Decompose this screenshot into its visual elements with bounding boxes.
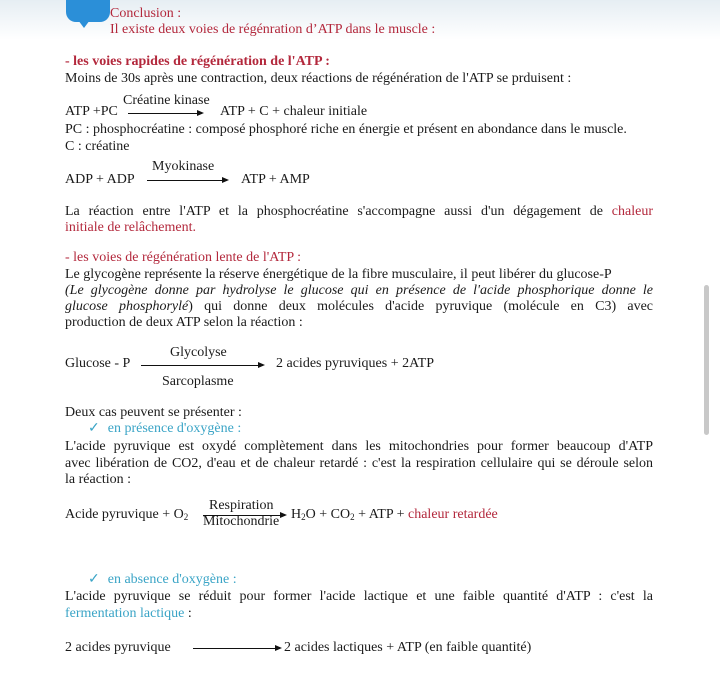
- r1-right: ATP + C + chaleur initiale: [220, 104, 368, 119]
- r3-arrow: [141, 365, 263, 366]
- slow-line3: glucose phosphorylé) qui donne deux molécules d'acide pyruvique (molécule en C3) avec: [65, 299, 653, 314]
- note-line2: initiale de relâchement.: [65, 220, 196, 235]
- slow-heading: - les voies de régénération lente de l'ATP :: [65, 250, 302, 265]
- c-definition: C : créatine: [65, 139, 130, 154]
- r2-left: ADP + ADP: [65, 172, 135, 187]
- r5-left: 2 acides pyruvique: [65, 640, 171, 655]
- r1-enzyme: Créatine kinase: [123, 93, 210, 108]
- r4-above: Respiration: [209, 498, 274, 513]
- pc-definition: PC : phosphocréatine : composé phosphoré riche en énergie et présent en abondance dans le muscle.: [65, 122, 627, 137]
- note-line1: La réaction entre l'ATP et la phosphocréatine s'accompagne aussi d'un dégagement de chaleur: [65, 204, 653, 219]
- logo-badge: [66, 0, 110, 22]
- slow-line4: production de deux ATP selon la réaction :: [65, 315, 303, 330]
- rapid-heading: - les voies rapides de régénération de l'ATP :: [65, 54, 330, 69]
- anaerobic-line2: fermentation lactique :: [65, 606, 192, 621]
- r1-arrow: [128, 113, 202, 114]
- r3-above: Glycolyse: [170, 345, 227, 360]
- r2-right: ATP + AMP: [241, 172, 310, 187]
- r3-below: Sarcoplasme: [162, 374, 234, 389]
- slow-line2: (Le glycogène donne par hydrolyse le glucose qui en présence de l'acide phosphorique donne le: [65, 283, 653, 298]
- r4-below: Mitochondrie: [203, 514, 280, 529]
- conclusion-intro: Il existe deux voies de régénration d’ATP dans le muscle :: [110, 22, 436, 37]
- r4-left: Acide pyruvique + $O_2$: [65, 507, 189, 522]
- anaerobic-label: ✓ en absence d'oxygène :: [88, 572, 237, 587]
- r1-left: ATP +PC: [65, 104, 118, 119]
- cases-text: Deux cas peuvent se présenter :: [65, 405, 242, 420]
- check-icon: ✓: [88, 572, 100, 587]
- conclusion-title: Conclusion :: [110, 6, 182, 21]
- aerobic-line1: L'acide pyruvique est oxydé complètement dans les mitochondries pour former beaucoup d'ATP: [65, 439, 653, 454]
- rapid-text: Moins de 30s après une contraction, deux réactions de régénération de l'ATP se prduisent :: [65, 71, 572, 86]
- scrollbar[interactable]: [704, 285, 709, 435]
- slow-line1: Le glycogène représente la réserve énergétique de la fibre musculaire, il peut libérer du glucose-P: [65, 267, 612, 282]
- r3-left: Glucose - P: [65, 356, 131, 371]
- r2-arrow: [147, 180, 227, 181]
- check-icon: ✓: [88, 421, 100, 436]
- r5-right: 2 acides lactiques + ATP (en faible quantité): [284, 640, 532, 655]
- aerobic-line3: la réaction :: [65, 472, 132, 487]
- r3-right: 2 acides pyruviques + 2ATP: [276, 356, 434, 371]
- aerobic-label: ✓ en présence d'oxygène :: [88, 421, 242, 436]
- r2-enzyme: Myokinase: [152, 159, 215, 174]
- r4-right: $H_2O + CO_2$ + ATP + chaleur retardée: [291, 507, 498, 522]
- aerobic-line2: avec libération de CO2, d'eau et de chaleur retardé : c'est la respiration cellulaire qui se déroule selon: [65, 456, 653, 471]
- r5-arrow: [193, 648, 280, 649]
- anaerobic-line1: L'acide pyruvique se réduit pour former l'acide lactique et une faible quantité d'ATP : c'est la: [65, 589, 653, 604]
